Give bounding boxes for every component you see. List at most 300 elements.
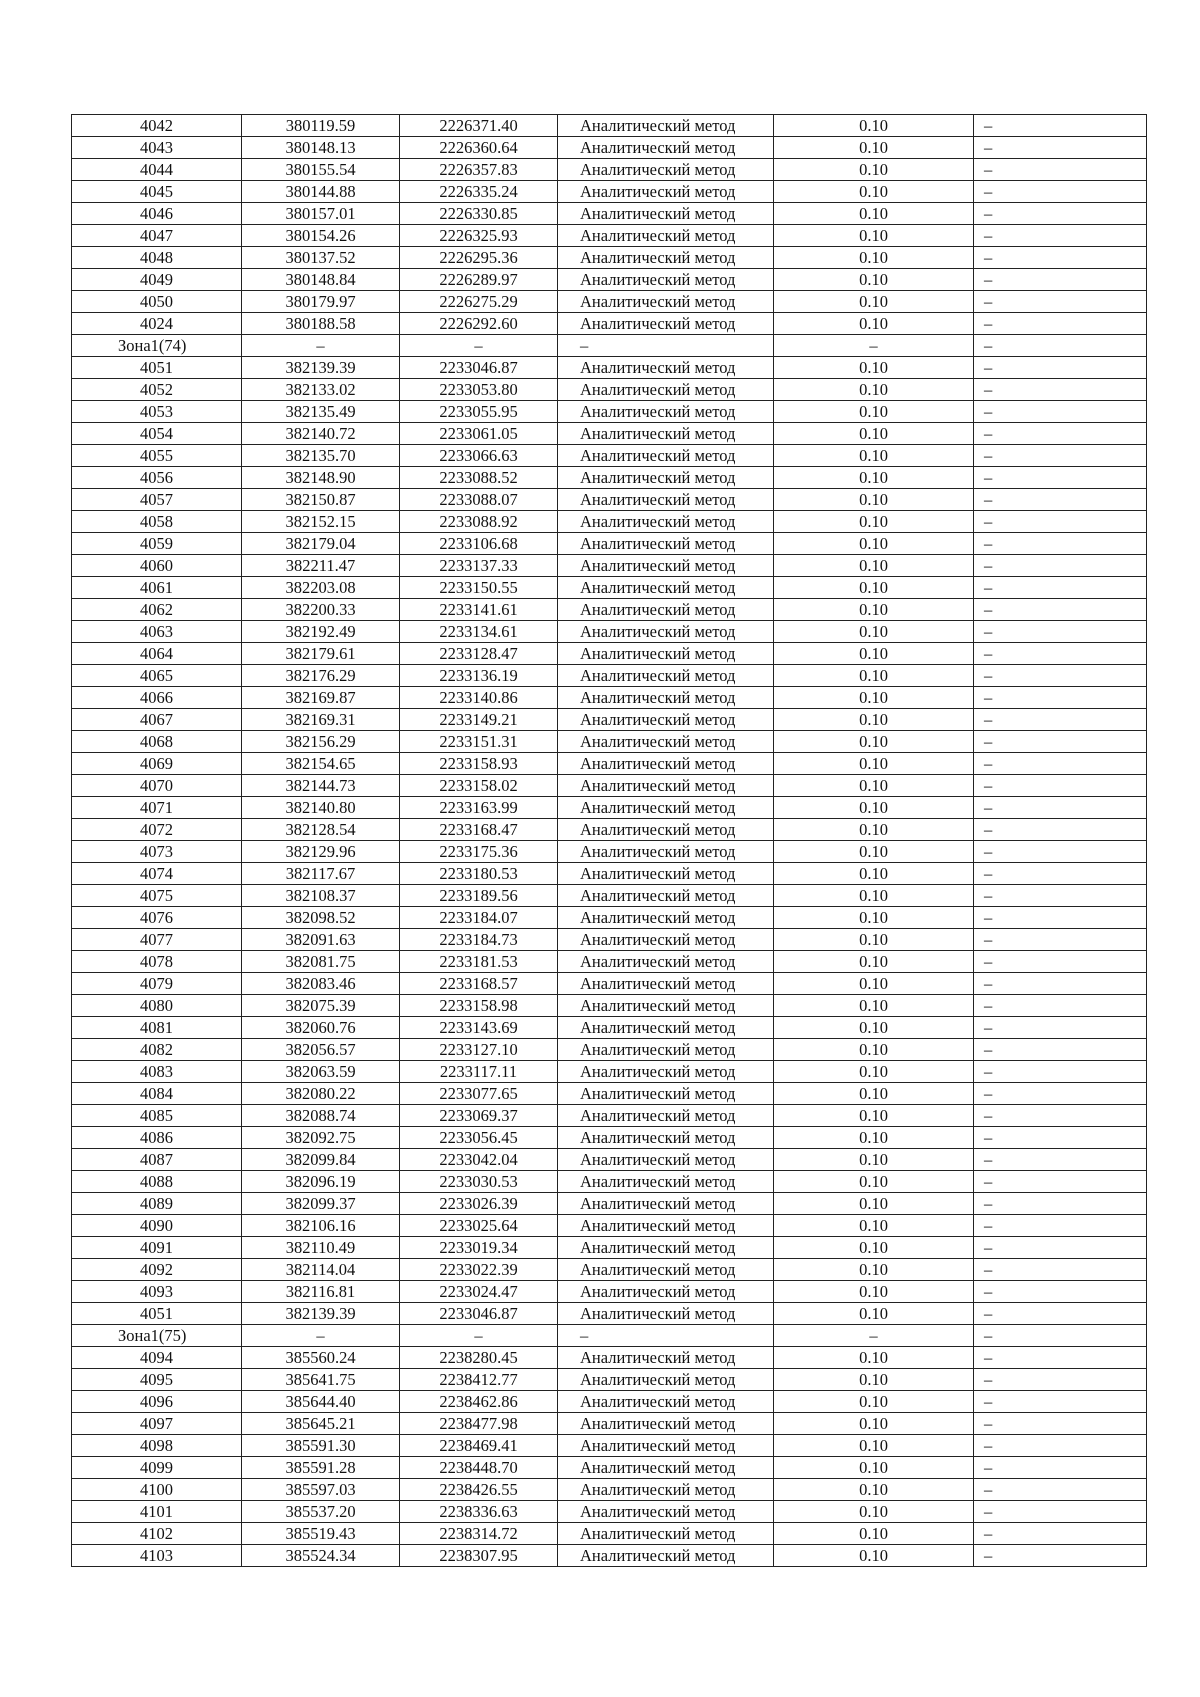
y-coordinate-cell: 2233128.47: [400, 643, 558, 665]
precision-cell: 0.10: [774, 929, 974, 951]
table-row: [72, 423, 1147, 445]
table-row: [72, 863, 1147, 885]
table-row: [72, 247, 1147, 269]
description-cell: –: [974, 929, 1147, 951]
precision-cell: 0.10: [774, 467, 974, 489]
precision-cell: 0.10: [774, 1545, 974, 1567]
description-cell: –: [974, 1325, 1147, 1347]
point-number-cell: 4063: [72, 621, 242, 643]
method-cell: Аналитический метод: [558, 1281, 774, 1303]
method-cell: Аналитический метод: [558, 577, 774, 599]
y-coordinate-cell: –: [400, 335, 558, 357]
table-row: [72, 1193, 1147, 1215]
method-cell: Аналитический метод: [558, 1193, 774, 1215]
y-coordinate-cell: 2233180.53: [400, 863, 558, 885]
x-coordinate-cell: 382135.49: [242, 401, 400, 423]
x-coordinate-cell: 382096.19: [242, 1171, 400, 1193]
y-coordinate-cell: 2238307.95: [400, 1545, 558, 1567]
point-number-cell: 4024: [72, 313, 242, 335]
description-cell: –: [974, 797, 1147, 819]
description-cell: –: [974, 1171, 1147, 1193]
precision-cell: 0.10: [774, 159, 974, 181]
point-number-cell: 4094: [72, 1347, 242, 1369]
x-coordinate-cell: 382083.46: [242, 973, 400, 995]
x-coordinate-cell: 380119.59: [242, 115, 400, 137]
description-cell: –: [974, 775, 1147, 797]
point-number-cell: 4095: [72, 1369, 242, 1391]
x-coordinate-cell: 382192.49: [242, 621, 400, 643]
description-cell: –: [974, 1017, 1147, 1039]
x-coordinate-cell: 382140.80: [242, 797, 400, 819]
x-coordinate-cell: 385591.28: [242, 1457, 400, 1479]
x-coordinate-cell: 385641.75: [242, 1369, 400, 1391]
description-cell: –: [974, 907, 1147, 929]
table-row: [72, 1259, 1147, 1281]
precision-cell: 0.10: [774, 731, 974, 753]
y-coordinate-cell: 2233163.99: [400, 797, 558, 819]
point-number-cell: 4079: [72, 973, 242, 995]
point-number-cell: 4097: [72, 1413, 242, 1435]
table-row: [72, 643, 1147, 665]
method-cell: Аналитический метод: [558, 885, 774, 907]
point-number-cell: 4072: [72, 819, 242, 841]
x-coordinate-cell: 382179.61: [242, 643, 400, 665]
point-number-cell: 4048: [72, 247, 242, 269]
point-number-cell: 4064: [72, 643, 242, 665]
x-coordinate-cell: 382117.67: [242, 863, 400, 885]
y-coordinate-cell: 2233158.98: [400, 995, 558, 1017]
table-row: [72, 907, 1147, 929]
precision-cell: 0.10: [774, 1215, 974, 1237]
method-cell: Аналитический метод: [558, 1259, 774, 1281]
precision-cell: 0.10: [774, 1061, 974, 1083]
method-cell: Аналитический метод: [558, 467, 774, 489]
y-coordinate-cell: 2238462.86: [400, 1391, 558, 1413]
precision-cell: 0.10: [774, 687, 974, 709]
precision-cell: 0.10: [774, 115, 974, 137]
table-row: [72, 929, 1147, 951]
precision-cell: 0.10: [774, 841, 974, 863]
table-row: [72, 973, 1147, 995]
precision-cell: 0.10: [774, 753, 974, 775]
x-coordinate-cell: 382110.49: [242, 1237, 400, 1259]
x-coordinate-cell: 382156.29: [242, 731, 400, 753]
table-row: [72, 819, 1147, 841]
x-coordinate-cell: 385597.03: [242, 1479, 400, 1501]
description-cell: –: [974, 1039, 1147, 1061]
y-coordinate-cell: 2233022.39: [400, 1259, 558, 1281]
table-row: [72, 1501, 1147, 1523]
point-number-cell: 4085: [72, 1105, 242, 1127]
description-cell: –: [974, 137, 1147, 159]
precision-cell: 0.10: [774, 577, 974, 599]
point-number-cell: 4076: [72, 907, 242, 929]
y-coordinate-cell: 2233046.87: [400, 357, 558, 379]
point-number-cell: 4059: [72, 533, 242, 555]
point-number-cell: Зона1(74): [72, 335, 242, 357]
point-number-cell: 4044: [72, 159, 242, 181]
table-row: [72, 1061, 1147, 1083]
y-coordinate-cell: 2233149.21: [400, 709, 558, 731]
point-number-cell: 4070: [72, 775, 242, 797]
description-cell: –: [974, 1347, 1147, 1369]
precision-cell: 0.10: [774, 203, 974, 225]
precision-cell: 0.10: [774, 621, 974, 643]
x-coordinate-cell: 382099.37: [242, 1193, 400, 1215]
x-coordinate-cell: 382148.90: [242, 467, 400, 489]
y-coordinate-cell: 2226292.60: [400, 313, 558, 335]
table-row: [72, 1413, 1147, 1435]
precision-cell: 0.10: [774, 797, 974, 819]
x-coordinate-cell: –: [242, 335, 400, 357]
table-row: [72, 1215, 1147, 1237]
y-coordinate-cell: 2238412.77: [400, 1369, 558, 1391]
point-number-cell: 4101: [72, 1501, 242, 1523]
y-coordinate-cell: 2238314.72: [400, 1523, 558, 1545]
y-coordinate-cell: 2226330.85: [400, 203, 558, 225]
point-number-cell: 4086: [72, 1127, 242, 1149]
description-cell: –: [974, 1105, 1147, 1127]
y-coordinate-cell: 2233140.86: [400, 687, 558, 709]
description-cell: –: [974, 1391, 1147, 1413]
description-cell: –: [974, 753, 1147, 775]
point-number-cell: 4099: [72, 1457, 242, 1479]
description-cell: –: [974, 555, 1147, 577]
table-row: [72, 1083, 1147, 1105]
x-coordinate-cell: 382081.75: [242, 951, 400, 973]
description-cell: –: [974, 863, 1147, 885]
table-row: [72, 379, 1147, 401]
method-cell: Аналитический метод: [558, 1501, 774, 1523]
method-cell: Аналитический метод: [558, 159, 774, 181]
table-row: [72, 775, 1147, 797]
precision-cell: –: [774, 1325, 974, 1347]
x-coordinate-cell: 382128.54: [242, 819, 400, 841]
x-coordinate-cell: –: [242, 1325, 400, 1347]
description-cell: –: [974, 269, 1147, 291]
point-number-cell: 4051: [72, 1303, 242, 1325]
method-cell: Аналитический метод: [558, 1413, 774, 1435]
precision-cell: 0.10: [774, 709, 974, 731]
precision-cell: 0.10: [774, 1281, 974, 1303]
point-number-cell: 4074: [72, 863, 242, 885]
method-cell: Аналитический метод: [558, 731, 774, 753]
precision-cell: 0.10: [774, 907, 974, 929]
y-coordinate-cell: 2233056.45: [400, 1127, 558, 1149]
point-number-cell: 4050: [72, 291, 242, 313]
point-number-cell: 4082: [72, 1039, 242, 1061]
description-cell: –: [974, 1061, 1147, 1083]
description-cell: –: [974, 401, 1147, 423]
y-coordinate-cell: 2233024.47: [400, 1281, 558, 1303]
y-coordinate-cell: 2226357.83: [400, 159, 558, 181]
point-number-cell: 4051: [72, 357, 242, 379]
method-cell: Аналитический метод: [558, 1303, 774, 1325]
y-coordinate-cell: 2233189.56: [400, 885, 558, 907]
x-coordinate-cell: 382135.70: [242, 445, 400, 467]
description-cell: –: [974, 1259, 1147, 1281]
table-row: [72, 1523, 1147, 1545]
table-row: [72, 313, 1147, 335]
x-coordinate-cell: 382133.02: [242, 379, 400, 401]
precision-cell: 0.10: [774, 1105, 974, 1127]
description-cell: –: [974, 1193, 1147, 1215]
description-cell: –: [974, 1523, 1147, 1545]
precision-cell: 0.10: [774, 863, 974, 885]
point-number-cell: 4061: [72, 577, 242, 599]
method-cell: Аналитический метод: [558, 1369, 774, 1391]
method-cell: Аналитический метод: [558, 819, 774, 841]
method-cell: Аналитический метод: [558, 1347, 774, 1369]
y-coordinate-cell: 2233184.73: [400, 929, 558, 951]
table-row: [72, 1171, 1147, 1193]
y-coordinate-cell: 2233026.39: [400, 1193, 558, 1215]
x-coordinate-cell: 382092.75: [242, 1127, 400, 1149]
description-cell: –: [974, 885, 1147, 907]
table-row: [72, 1039, 1147, 1061]
description-cell: –: [974, 423, 1147, 445]
table-row: [72, 665, 1147, 687]
point-number-cell: 4060: [72, 555, 242, 577]
method-cell: Аналитический метод: [558, 1171, 774, 1193]
table-row: [72, 533, 1147, 555]
method-cell: Аналитический метод: [558, 665, 774, 687]
table-row: [72, 1347, 1147, 1369]
y-coordinate-cell: 2233019.34: [400, 1237, 558, 1259]
method-cell: –: [558, 1325, 774, 1347]
precision-cell: 0.10: [774, 247, 974, 269]
table-row: [72, 753, 1147, 775]
table-row: [72, 511, 1147, 533]
x-coordinate-cell: 382099.84: [242, 1149, 400, 1171]
precision-cell: 0.10: [774, 1039, 974, 1061]
point-number-cell: 4069: [72, 753, 242, 775]
method-cell: Аналитический метод: [558, 1083, 774, 1105]
method-cell: Аналитический метод: [558, 423, 774, 445]
point-number-cell: 4045: [72, 181, 242, 203]
x-coordinate-cell: 382150.87: [242, 489, 400, 511]
method-cell: Аналитический метод: [558, 1435, 774, 1457]
x-coordinate-cell: 382139.39: [242, 1303, 400, 1325]
table-row: [72, 1303, 1147, 1325]
x-coordinate-cell: 382075.39: [242, 995, 400, 1017]
precision-cell: 0.10: [774, 819, 974, 841]
method-cell: Аналитический метод: [558, 1523, 774, 1545]
x-coordinate-cell: 382056.57: [242, 1039, 400, 1061]
method-cell: Аналитический метод: [558, 313, 774, 335]
precision-cell: –: [774, 335, 974, 357]
y-coordinate-cell: 2233134.61: [400, 621, 558, 643]
method-cell: Аналитический метод: [558, 907, 774, 929]
x-coordinate-cell: 382098.52: [242, 907, 400, 929]
method-cell: Аналитический метод: [558, 599, 774, 621]
description-cell: –: [974, 687, 1147, 709]
y-coordinate-cell: 2226335.24: [400, 181, 558, 203]
y-coordinate-cell: 2233088.07: [400, 489, 558, 511]
description-cell: –: [974, 731, 1147, 753]
point-number-cell: 4088: [72, 1171, 242, 1193]
table-row: [72, 1545, 1147, 1567]
description-cell: –: [974, 313, 1147, 335]
point-number-cell: 4071: [72, 797, 242, 819]
description-cell: –: [974, 467, 1147, 489]
y-coordinate-cell: 2238280.45: [400, 1347, 558, 1369]
point-number-cell: 4065: [72, 665, 242, 687]
description-cell: –: [974, 1545, 1147, 1567]
method-cell: Аналитический метод: [558, 1215, 774, 1237]
x-coordinate-cell: 382176.29: [242, 665, 400, 687]
point-number-cell: 4100: [72, 1479, 242, 1501]
x-coordinate-cell: 382154.65: [242, 753, 400, 775]
table-row: [72, 467, 1147, 489]
x-coordinate-cell: 380148.13: [242, 137, 400, 159]
table-row: [72, 445, 1147, 467]
x-coordinate-cell: 382116.81: [242, 1281, 400, 1303]
point-number-cell: 4083: [72, 1061, 242, 1083]
y-coordinate-cell: 2233055.95: [400, 401, 558, 423]
point-number-cell: 4066: [72, 687, 242, 709]
y-coordinate-cell: 2233136.19: [400, 665, 558, 687]
precision-cell: 0.10: [774, 1391, 974, 1413]
x-coordinate-cell: 382106.16: [242, 1215, 400, 1237]
description-cell: –: [974, 247, 1147, 269]
table-row: [72, 555, 1147, 577]
precision-cell: 0.10: [774, 973, 974, 995]
precision-cell: 0.10: [774, 995, 974, 1017]
y-coordinate-cell: 2233117.11: [400, 1061, 558, 1083]
point-number-cell: 4052: [72, 379, 242, 401]
description-cell: –: [974, 533, 1147, 555]
description-cell: –: [974, 1435, 1147, 1457]
method-cell: Аналитический метод: [558, 621, 774, 643]
description-cell: –: [974, 995, 1147, 1017]
x-coordinate-cell: 385519.43: [242, 1523, 400, 1545]
x-coordinate-cell: 385524.34: [242, 1545, 400, 1567]
table-row: [72, 1369, 1147, 1391]
description-cell: –: [974, 511, 1147, 533]
method-cell: Аналитический метод: [558, 973, 774, 995]
point-number-cell: 4084: [72, 1083, 242, 1105]
description-cell: –: [974, 1413, 1147, 1435]
y-coordinate-cell: 2226275.29: [400, 291, 558, 313]
precision-cell: 0.10: [774, 1501, 974, 1523]
precision-cell: 0.10: [774, 1237, 974, 1259]
description-cell: –: [974, 1237, 1147, 1259]
x-coordinate-cell: 380137.52: [242, 247, 400, 269]
x-coordinate-cell: 380148.84: [242, 269, 400, 291]
y-coordinate-cell: 2238448.70: [400, 1457, 558, 1479]
x-coordinate-cell: 382200.33: [242, 599, 400, 621]
point-number-cell: 4054: [72, 423, 242, 445]
table-row: [72, 203, 1147, 225]
table-row: [72, 995, 1147, 1017]
description-cell: –: [974, 819, 1147, 841]
description-cell: –: [974, 357, 1147, 379]
y-coordinate-cell: 2238336.63: [400, 1501, 558, 1523]
y-coordinate-cell: 2233137.33: [400, 555, 558, 577]
method-cell: Аналитический метод: [558, 1545, 774, 1567]
y-coordinate-cell: 2233127.10: [400, 1039, 558, 1061]
precision-cell: 0.10: [774, 1479, 974, 1501]
method-cell: Аналитический метод: [558, 203, 774, 225]
table-row: [72, 1105, 1147, 1127]
x-coordinate-cell: 385560.24: [242, 1347, 400, 1369]
precision-cell: 0.10: [774, 1457, 974, 1479]
method-cell: –: [558, 335, 774, 357]
description-cell: –: [974, 445, 1147, 467]
x-coordinate-cell: 382169.87: [242, 687, 400, 709]
point-number-cell: 4043: [72, 137, 242, 159]
method-cell: Аналитический метод: [558, 709, 774, 731]
table-row: [72, 687, 1147, 709]
y-coordinate-cell: 2226360.64: [400, 137, 558, 159]
precision-cell: 0.10: [774, 357, 974, 379]
y-coordinate-cell: 2233158.93: [400, 753, 558, 775]
x-coordinate-cell: 382211.47: [242, 555, 400, 577]
description-cell: –: [974, 709, 1147, 731]
method-cell: Аналитический метод: [558, 1479, 774, 1501]
y-coordinate-cell: 2226289.97: [400, 269, 558, 291]
table-row: [72, 115, 1147, 137]
table-row: [72, 841, 1147, 863]
point-number-cell: 4078: [72, 951, 242, 973]
table-row: [72, 797, 1147, 819]
description-cell: –: [974, 181, 1147, 203]
point-number-cell: 4103: [72, 1545, 242, 1567]
precision-cell: 0.10: [774, 511, 974, 533]
table-row: [72, 621, 1147, 643]
table-row: [72, 885, 1147, 907]
precision-cell: 0.10: [774, 137, 974, 159]
x-coordinate-cell: 382108.37: [242, 885, 400, 907]
point-number-cell: 4089: [72, 1193, 242, 1215]
description-cell: –: [974, 335, 1147, 357]
description-cell: –: [974, 115, 1147, 137]
table-row: [72, 1479, 1147, 1501]
method-cell: Аналитический метод: [558, 115, 774, 137]
y-coordinate-cell: 2233030.53: [400, 1171, 558, 1193]
x-coordinate-cell: 380188.58: [242, 313, 400, 335]
x-coordinate-cell: 385644.40: [242, 1391, 400, 1413]
y-coordinate-cell: 2233042.04: [400, 1149, 558, 1171]
precision-cell: 0.10: [774, 1523, 974, 1545]
description-cell: –: [974, 1303, 1147, 1325]
point-number-cell: 4096: [72, 1391, 242, 1413]
method-cell: Аналитический метод: [558, 643, 774, 665]
method-cell: Аналитический метод: [558, 929, 774, 951]
x-coordinate-cell: 385537.20: [242, 1501, 400, 1523]
method-cell: Аналитический метод: [558, 489, 774, 511]
description-cell: –: [974, 665, 1147, 687]
x-coordinate-cell: 382114.04: [242, 1259, 400, 1281]
description-cell: –: [974, 577, 1147, 599]
x-coordinate-cell: 382179.04: [242, 533, 400, 555]
y-coordinate-cell: 2226325.93: [400, 225, 558, 247]
table-row: [72, 159, 1147, 181]
x-coordinate-cell: 382091.63: [242, 929, 400, 951]
method-cell: Аналитический метод: [558, 269, 774, 291]
y-coordinate-cell: 2233141.61: [400, 599, 558, 621]
y-coordinate-cell: 2233175.36: [400, 841, 558, 863]
point-number-cell: 4057: [72, 489, 242, 511]
y-coordinate-cell: 2233046.87: [400, 1303, 558, 1325]
method-cell: Аналитический метод: [558, 775, 774, 797]
precision-cell: 0.10: [774, 291, 974, 313]
table-row: [72, 731, 1147, 753]
x-coordinate-cell: 382203.08: [242, 577, 400, 599]
method-cell: Аналитический метод: [558, 1391, 774, 1413]
point-number-cell: 4087: [72, 1149, 242, 1171]
